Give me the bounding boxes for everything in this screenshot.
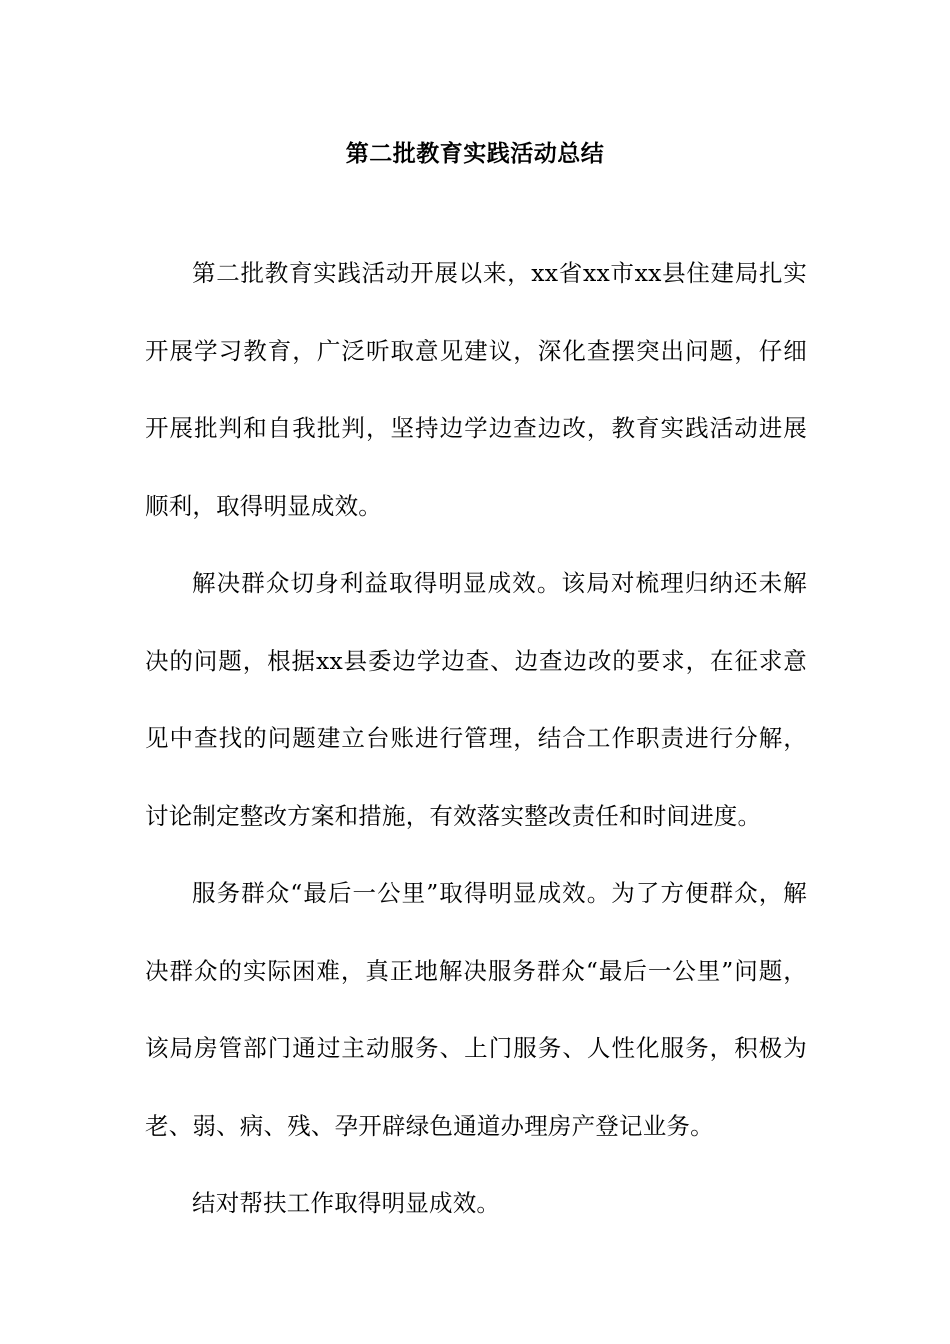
paragraph-intro: 第二批教育实践活动开展以来，xx省xx市xx县住建局扎实开展学习教育，广泛听取意见建议，深化查摆突出问题，仔细开展批判和自我批判，坚持边学边查边改，教育实践活动进展顺利，取得明显成效。 bbox=[145, 259, 807, 520]
paragraph-interests: 解决群众切身利益取得明显成效。该局对梳理归纳还未解决的问题，根据xx县委边学边查、边查边改的要求，在征求意见中查找的问题建立台账进行管理，结合工作职责进行分解，讨论制定整改方案和措施，有效落实整改责任和时间进度。 bbox=[145, 569, 807, 830]
document-title: 第二批教育实践活动总结 bbox=[345, 141, 605, 167]
paragraph-last-mile: 服务群众“最后一公里”取得明显成效。为了方便群众，解决群众的实际困难，真正地解决服务群众“最后一公里”问题，该局房管部门通过主动服务、上门服务、人性化服务，积极为老、弱、病、残、孕开辟绿色通道办理房产登记业务。 bbox=[145, 879, 807, 1140]
paragraph-assistance: 结对帮扶工作取得明显成效。 bbox=[192, 1189, 501, 1217]
document-body bbox=[145, 235, 807, 1243]
